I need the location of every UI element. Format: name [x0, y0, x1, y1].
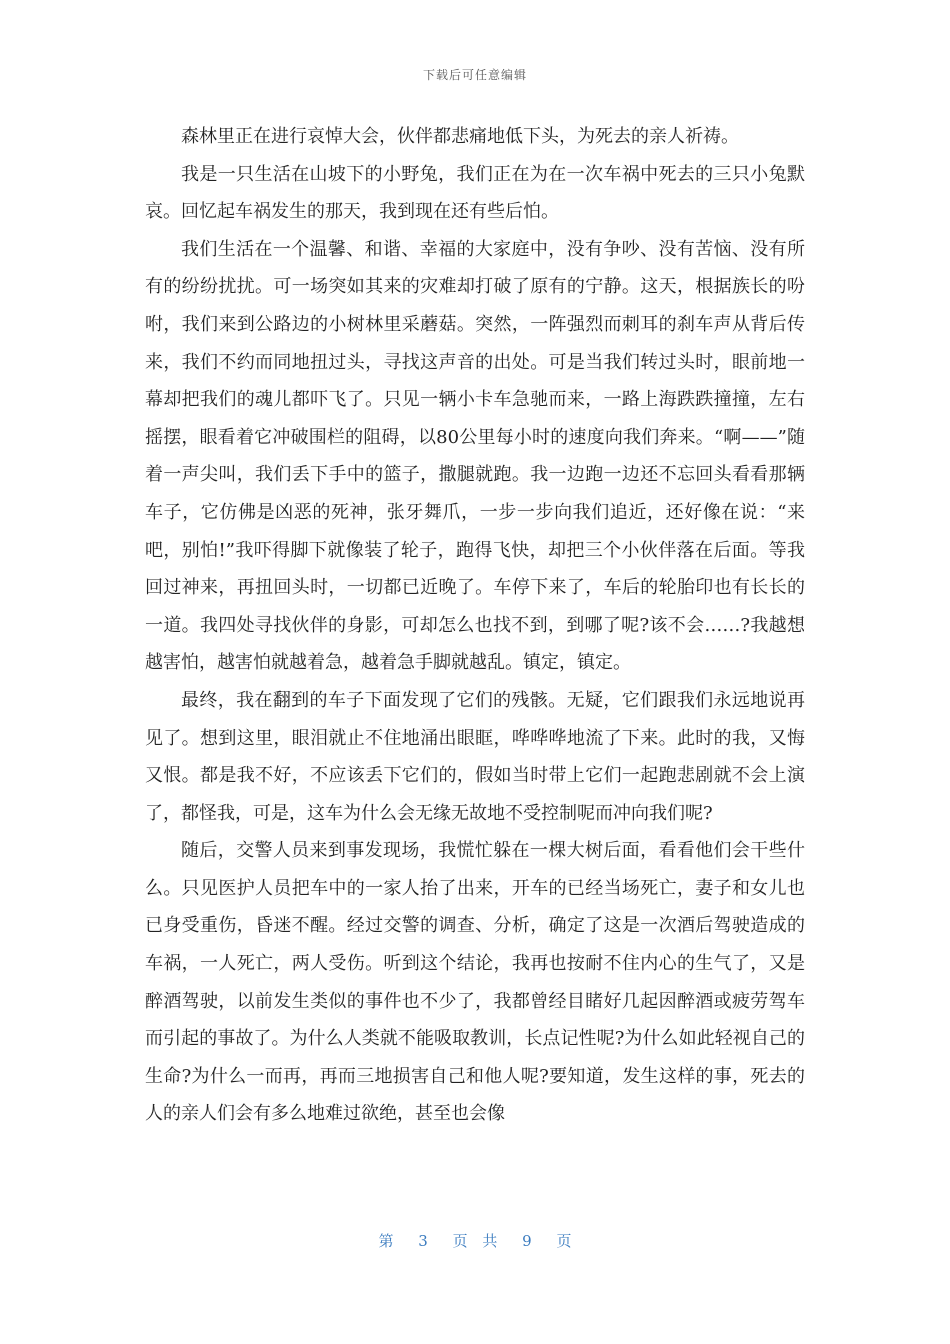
paragraph: 最终，我在翻到的车子下面发现了它们的残骸。无疑，它们跟我们永远地说再见了。想到这里，眼泪就止不住地涌出眼眶，哗哗哗地流了下来。此时的我，又悔又恨。都是我不好，不应该丢下它们的，假如当时带上它们一起跑悲剧就不会上演了，都怪我，可是，这车为什么会无缘无故地不受控制呢而冲向我们呢? [145, 689, 805, 824]
paragraph: 森林里正在进行哀悼大会，伙伴都悲痛地低下头，为死去的亲人祈祷。 [181, 126, 739, 147]
footer-current-page: 3 [418, 1232, 428, 1250]
document-body [145, 118, 805, 1133]
footer-label-pre: 第 [378, 1232, 394, 1250]
page-header: 下载后可任意编辑 [422, 68, 527, 82]
paragraph: 我们生活在一个温馨、和谐、幸福的大家庭中，没有争吵、没有苦恼、没有所有的纷纷扰扰。可一场突如其来的灾难却打破了原有的宁静。这天，根据族长的吩咐，我们来到公路边的小树林里采蘑菇。突然，一阵强烈而刺耳的刹车声从背后传来，我们不约而同地扭过头，寻找这声音的出处。可是当我们转过头时，眼前地一幕却把我们的魂儿都吓飞了。只见一辆小卡车急驰而来，一路上海跌跌撞撞，左右摇摆，眼看着它冲破围栏的阻碍，以80公里每小时的速度向我们奔来。“啊——”随着一声尖叫，我们丢下手中的篮子，撒腿就跑。我一边跑一边还不忘回头看看那辆车子，它仿佛是凶恶的死神，张牙舞爪，一步一步向我们追近，还好像在说：“来吧，别怕!”我吓得脚下就像装了轮子，跑得飞快，却把三个小伙伴落在后面。等我回过神来，再扭回头时，一切都已近晚了。车停下来了，车后的轮胎印也有长长的一道。我四处寻找伙伴的身影，可却怎么也找不到，到哪了呢?该不会……?我越想越害怕，越害怕就越着急，越着急手脚就越乱。镇定，镇定。 [145, 238, 805, 674]
footer-total-pages: 9 [522, 1232, 532, 1250]
page-footer [0, 1230, 950, 1251]
footer-label-mid: 页 共 [452, 1232, 498, 1250]
paragraph: 我是一只生活在山坡下的小野兔，我们正在为在一次车祸中死去的三只小兔默哀。回忆起车祸发生的那天，我到现在还有些后怕。 [145, 163, 805, 223]
footer-label-post: 页 [556, 1232, 572, 1250]
paragraph: 随后，交警人员来到事发现场，我慌忙躲在一棵大树后面，看看他们会干些什么。只见医护人员把车中的一家人抬了出来，开车的已经当场死亡，妻子和女儿也已身受重伤，昏迷不醒。经过交警的调查、分析，确定了这是一次酒后驾驶造成的车祸，一人死亡，两人受伤。听到这个结论，我再也按耐不住内心的生气了，又是醉酒驾驶，以前发生类似的事件也不少了，我都曾经目睹好几起因醉酒或疲劳驾车而引起的事故了。为什么人类就不能吸取教训，长点记性呢?为什么如此轻视自己的生命?为什么一而再，再而三地损害自己和他人呢?要知道，发生这样的事，死去的人的亲人们会有多么地难过欲绝，甚至也会像 [145, 840, 805, 1125]
